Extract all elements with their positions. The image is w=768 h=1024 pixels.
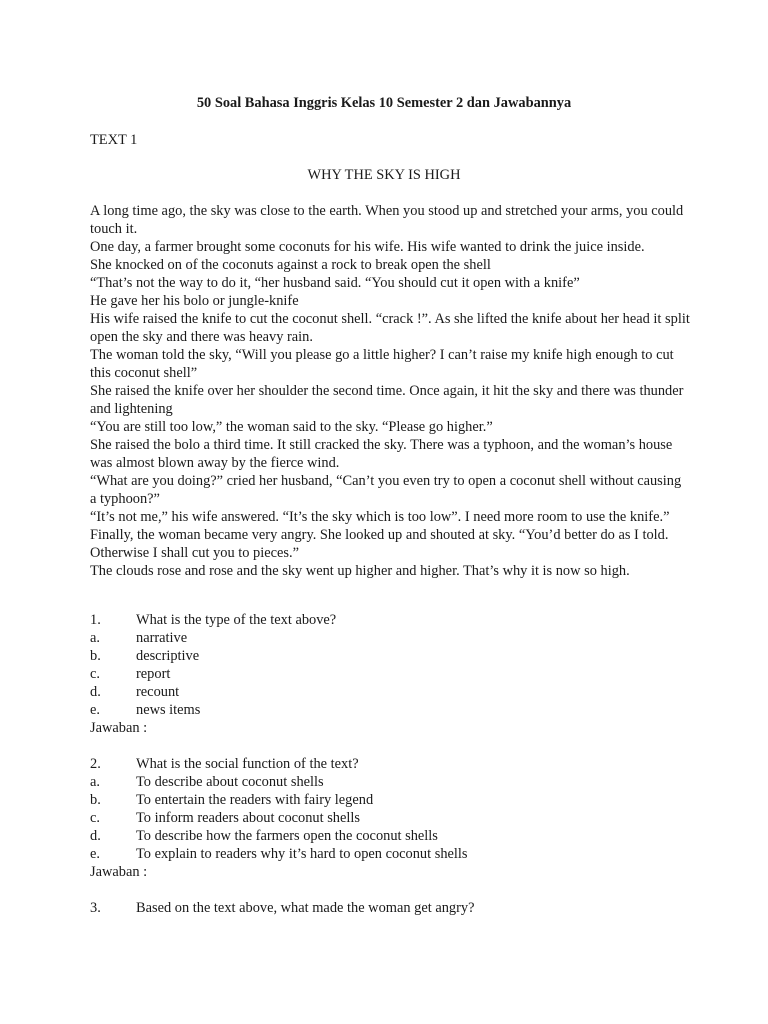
story-paragraph: She raised the bolo a third time. It still cracked the sky. There was a typhoon, and the woman’s house was almost blown away by the fierce wind.	[90, 437, 673, 471]
answer-option: a. narrative	[90, 630, 188, 646]
question-text: What is the type of the text above?	[136, 612, 337, 628]
answer-label: Jawaban :	[90, 864, 148, 880]
question-2	[90, 755, 710, 881]
answer-option: b. To entertain the readers with fairy legend	[90, 792, 374, 808]
question-text: What is the social function of the text?	[136, 756, 359, 772]
answer-option: e. To explain to readers why it’s hard to open coconut shells	[90, 846, 468, 862]
story-paragraph: One day, a farmer brought some coconuts for his wife. His wife wanted to drink the juice inside.	[90, 239, 645, 255]
story-paragraph: Finally, the woman became very angry. She looked up and shouted at sky. “You’d better do as I told. Otherwise I shall cut you to pieces.”	[90, 527, 669, 561]
question-number: 1.	[90, 612, 101, 628]
story-paragraph: The woman told the sky, “Will you please go a little higher? I can’t raise my knife high enough to cut this coconut shell”	[90, 347, 674, 381]
question-1	[90, 611, 710, 737]
story-paragraph: “What are you doing?” cried her husband, “Can’t you even try to open a coconut shell without causing a typhoon?”	[90, 473, 682, 507]
question-3	[90, 899, 710, 917]
story-body	[90, 202, 690, 580]
story-paragraph: A long time ago, the sky was close to the earth. When you stood up and stretched your arms, you could touch it.	[90, 203, 684, 237]
story-paragraph: His wife raised the knife to cut the coconut shell. “crack !”. As she lifted the knife about her head it split open the sky and there was heavy rain.	[90, 311, 690, 345]
story-title: WHY THE SKY IS HIGH	[307, 167, 461, 183]
story-paragraph: He gave her his bolo or jungle-knife	[90, 293, 299, 309]
story-paragraph: She raised the knife over her shoulder the second time. Once again, it hit the sky and there was thunder and lightening	[90, 383, 684, 417]
question-text: Based on the text above, what made the woman get angry?	[136, 900, 475, 916]
story-paragraph: She knocked on of the coconuts against a rock to break open the shell	[90, 257, 491, 273]
question-number: 2.	[90, 756, 101, 772]
story-paragraph: The clouds rose and rose and the sky went up higher and higher. That’s why it is now so high.	[90, 563, 630, 579]
answer-option: a. To describe about coconut shells	[90, 774, 324, 790]
text-label: TEXT 1	[90, 132, 138, 148]
answer-label: Jawaban :	[90, 720, 148, 736]
story-paragraph: “You are still too low,” the woman said to the sky. “Please go higher.”	[90, 419, 493, 435]
answer-option: d. To describe how the farmers open the coconut shells	[90, 828, 438, 844]
answer-option: e. news items	[90, 702, 201, 718]
answer-option: c. report	[90, 666, 171, 682]
story-paragraph: “That’s not the way to do it, “her husband said. “You should cut it open with a knife”	[90, 275, 580, 291]
answer-option: c. To inform readers about coconut shells	[90, 810, 360, 826]
story-paragraph: “It’s not me,” his wife answered. “It’s the sky which is too low”. I need more room to use the knife.”	[90, 509, 670, 525]
question-number: 3.	[90, 900, 101, 916]
answer-option: b. descriptive	[90, 648, 200, 664]
answer-option: d. recount	[90, 684, 180, 700]
document-title: 50 Soal Bahasa Inggris Kelas 10 Semester 2 dan Jawabannya	[196, 95, 572, 111]
